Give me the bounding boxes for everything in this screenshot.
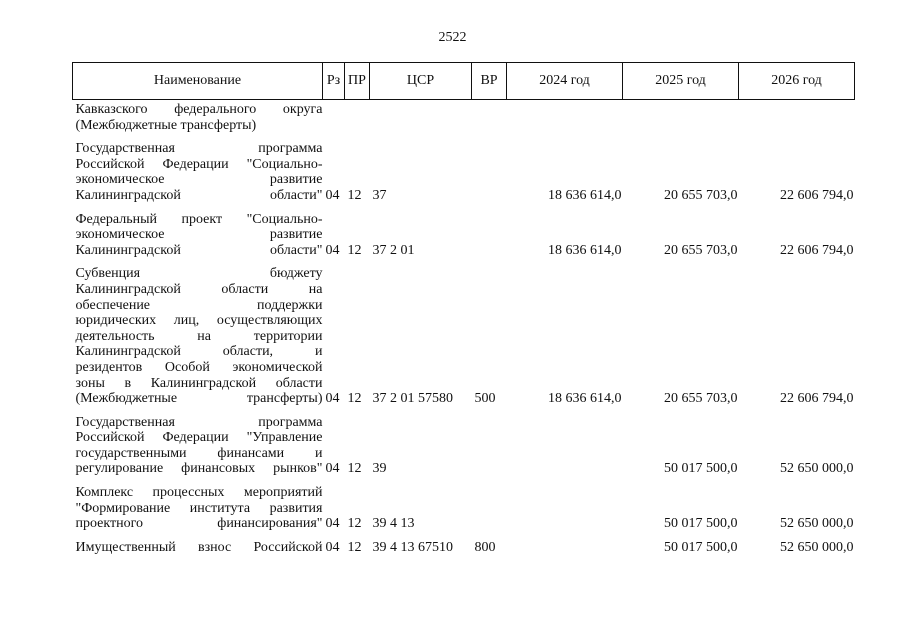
- row-name: [73, 485, 323, 540]
- row-rz: 04: [325, 516, 340, 532]
- row-rz: 04: [325, 242, 340, 258]
- row-vr: [472, 415, 507, 485]
- row-pr: 12: [347, 516, 362, 532]
- row-name-line: Российской Федерации "Социально-: [75, 156, 323, 172]
- row-name-line: Российской Федерации "Управление: [75, 430, 323, 446]
- row-amount-2024: 18 636 614,0: [548, 187, 622, 203]
- row-csr: 37 2 01: [372, 242, 415, 258]
- row-name: [73, 100, 323, 142]
- row-pr: 12: [347, 461, 362, 477]
- column-header-2025: 2025 год: [623, 63, 739, 100]
- table-row: [73, 141, 855, 211]
- table-header-row: [73, 63, 855, 100]
- table-row: [73, 415, 855, 485]
- column-header-pr: ПР: [345, 63, 370, 100]
- row-amount-2025: 50 017 500,0: [664, 516, 738, 532]
- row-name-line: экономическое развитие: [75, 227, 323, 243]
- table-body: [73, 100, 855, 556]
- column-header-2026: 2026 год: [739, 63, 855, 100]
- row-pr: [345, 100, 370, 142]
- row-amount-2025: 20 655 703,0: [664, 187, 738, 203]
- row-amount-2024: [507, 100, 623, 142]
- row-name-line: проектного финансирования": [75, 516, 323, 532]
- row-name-line: экономическое развитие: [75, 172, 323, 188]
- row-name: [73, 415, 323, 485]
- row-name-line: Калининградской области, и: [75, 344, 323, 360]
- row-name-line: деятельность на территории: [75, 328, 323, 344]
- row-name-line: Имущественный взнос Российской: [75, 539, 323, 555]
- row-name-line: (Межбюджетные трансферты): [75, 117, 257, 133]
- row-pr: 12: [347, 242, 362, 258]
- row-name: [73, 266, 323, 414]
- row-vr: [472, 141, 507, 211]
- row-amount-2024: 18 636 614,0: [548, 242, 622, 258]
- row-name-line: Калининградской области на: [75, 281, 323, 297]
- row-vr: [472, 100, 507, 142]
- row-name-line: Федеральный проект "Социально-: [75, 211, 323, 227]
- row-name-line: обеспечение поддержки: [75, 297, 323, 313]
- row-pr: 12: [347, 391, 362, 407]
- row-amount-2025: 50 017 500,0: [664, 461, 738, 477]
- table-row: [73, 212, 855, 267]
- row-pr: 12: [347, 539, 362, 555]
- row-name-line: Государственная программа: [75, 141, 323, 157]
- row-name-line: резидентов Особой экономической: [75, 359, 323, 375]
- table-row: [73, 540, 855, 556]
- row-amount-2026: 22 606 794,0: [780, 187, 854, 203]
- row-vr: 500: [474, 391, 496, 407]
- table-row: [73, 266, 855, 414]
- row-name-line: регулирование финансовых рынков": [75, 461, 323, 477]
- row-pr: 12: [347, 187, 362, 203]
- column-header-vr: ВР: [472, 63, 507, 100]
- budget-table: [72, 62, 855, 555]
- row-name-line: Калининградской области": [75, 187, 323, 203]
- row-amount-2025: 20 655 703,0: [664, 391, 738, 407]
- row-amount-2026: 52 650 000,0: [780, 539, 854, 555]
- row-amount-2024: [507, 415, 623, 485]
- row-amount-2026: [739, 100, 855, 142]
- row-vr: 800: [474, 539, 496, 555]
- page-number: 2522: [438, 30, 467, 45]
- row-name-line: Комплекс процессных мероприятий: [75, 485, 323, 501]
- row-vr: [472, 212, 507, 267]
- row-name-line: (Межбюджетные трансферты): [75, 391, 323, 407]
- row-vr: [472, 485, 507, 540]
- row-name-line: "Формирование института развития: [75, 500, 323, 516]
- row-name-line: Калининградской области": [75, 242, 323, 258]
- row-name-line: юридических лиц, осуществляющих: [75, 313, 323, 329]
- row-csr: 39: [372, 461, 387, 477]
- row-csr: 39 4 13: [372, 516, 415, 532]
- row-rz: 04: [325, 461, 340, 477]
- row-amount-2026: 52 650 000,0: [780, 461, 854, 477]
- row-name-line: Субвенция бюджету: [75, 266, 323, 282]
- row-name-line: государственными финансами и: [75, 445, 323, 461]
- row-amount-2024: [507, 540, 623, 556]
- row-amount-2025: [623, 100, 739, 142]
- table-row: [73, 485, 855, 540]
- column-header-2024: 2024 год: [507, 63, 623, 100]
- row-amount-2025: 50 017 500,0: [664, 539, 738, 555]
- row-amount-2025: 20 655 703,0: [664, 242, 738, 258]
- column-header-csr: ЦСР: [370, 63, 472, 100]
- row-rz: 04: [325, 391, 340, 407]
- row-amount-2026: 52 650 000,0: [780, 516, 854, 532]
- row-csr: 37 2 01 57580: [372, 391, 453, 407]
- row-name: [73, 540, 323, 556]
- column-header-name: Наименование: [73, 63, 323, 100]
- row-name: [73, 212, 323, 267]
- row-name-line: Кавказского федерального округа: [75, 102, 323, 117]
- row-amount-2024: [507, 485, 623, 540]
- row-amount-2024: 18 636 614,0: [548, 391, 622, 407]
- row-amount-2026: 22 606 794,0: [780, 391, 854, 407]
- row-rz: [323, 100, 345, 142]
- row-csr: [370, 100, 472, 142]
- row-name: [73, 141, 323, 211]
- column-header-rz: Рз: [323, 63, 345, 100]
- row-name-line: зоны в Калининградской области: [75, 375, 323, 391]
- row-amount-2026: 22 606 794,0: [780, 242, 854, 258]
- row-name-line: Государственная программа: [75, 414, 323, 430]
- row-rz: 04: [325, 539, 340, 555]
- row-csr: 37: [372, 187, 387, 203]
- row-rz: 04: [325, 187, 340, 203]
- table-row: [73, 100, 855, 142]
- row-csr: 39 4 13 67510: [372, 539, 453, 555]
